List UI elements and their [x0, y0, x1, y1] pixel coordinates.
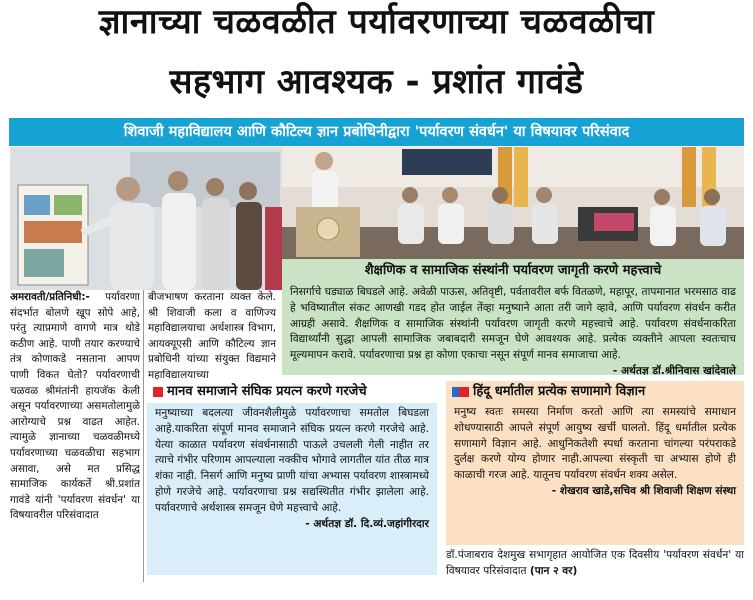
- section-body-science-in-festivals: [446, 403, 744, 502]
- section-body-collective-effort: [147, 403, 437, 535]
- lead-article-text: पर्यावरणा संदर्भात बोलणे खूप सोपे आहे, परंतु त्याप्रमाणे वागणे मात्र थोडे कठीण आहे. पाणी तयार करण्याचे तंत्र कोणाकडे नसताना आपण पाणी विकत घेतो? पर्यावरणाची चळवळ श्रीमंतांनी हायजॅक केली असून पर्यावरणाच्या असमतोलामुळे आरोग्याचे प्रश्न वाढत आहेत. त्यामुळे ज्ञानाच्या चळवळीमध्ये पर्यावरणाच्या चळवळीचा सहभाग असावा, असे मत प्रसिद्ध सामाजिक कार्यकर्ते श्री.प्रशांत गावंडे यांनी 'पर्यावरण संवर्धन' या विषयावरील परिसंवादात: [10, 291, 140, 522]
- continued-on-page-label: (पान २ वर): [529, 564, 578, 577]
- stage-photo: [282, 147, 744, 260]
- red-square-icon: [153, 387, 163, 397]
- section-heading-science-in-festivals: [446, 381, 744, 403]
- signature-khandewale: - अर्थतज्ञ डॉ.श्रीनिवास खांदेवाले: [612, 364, 736, 377]
- section-heading-collective-effort: [147, 381, 437, 403]
- section-science-in-festivals: [446, 381, 744, 545]
- headline-line-2: सहभाग आवश्यक - प्रशांत गावंडे: [169, 62, 584, 102]
- headline-line-1: ज्ञानाच्या चळवळीत पर्यावरणाच्या चळवळीचा: [98, 2, 655, 42]
- lead-article-continuation: बीजभाषण करताना व्यक्त केले. श्री शिवाजी कला व वाणिज्य महाविद्यालयाचा अर्थशास्त्र विभाग, आयक्यूएसी आणि कौटिल्य ज्ञान प्रबोधिनी यांच्या संयुक्त विद्यमाने महाविद्यालयाच्या: [148, 291, 276, 381]
- continuation-note: [446, 548, 744, 584]
- signature-jahagirdar: - अर्थतज्ञ डॉ. दि.व्यं.जहांगीरदार: [305, 517, 429, 530]
- collective-effort-text: मनुष्याच्या बदलत्या जीवनशैलीमुळे पर्यावरणाचा समतोल बिघडला आहे.याकरिता संपूर्ण मानव समाजाने संघिक प्रयत्न करणे गरजेचे आहे. येत्या काळात पर्यावरण संवर्धनासाठी पाऊले उचलली गेली नाहीत तर त्याचे गंभीर परिणाम आपल्याला नक्कीच भोगावे लागतील यांत तीळ मात्र शंका नाही. निसर्ग आणि मनुष्य प्राणी यांचा अभ्यास पर्यावरण शास्त्रामध्ये होणे गरजेचे आहे. पर्यावरणाचा प्रश्न सद्यस्थितीत गंभीर झालेला आहे. पर्यावरणाचे अर्थशास्त्र समजून घेणे महत्त्वाचे आहे.: [155, 407, 429, 514]
- continuation-text: डॉ.पंजाबराव देशमुख सभागृहात आयोजित एक दिवसीय 'पर्यावरण संवर्धन' या विषयावर परिसंवादात: [446, 549, 744, 577]
- signature-khade: - शेखराव खाडे,सचिव श्री शिवाजी शिक्षण संस्था: [551, 484, 736, 497]
- column-divider: [143, 290, 144, 582]
- lead-article-column: [10, 290, 140, 582]
- red-square-icon: [459, 387, 469, 397]
- headline: [0, 2, 753, 102]
- science-text: मनुष्य स्वतः समस्या निर्माण करतो आणि त्या समस्यांचे समाधान शोधण्यासाठी आपले संपूर्ण आयुष्य खर्ची घालतो. हिंदू धर्मातील प्रत्येक सणामागे विज्ञान आहे. आधुनिकतेशी स्पर्धा करताना चांगल्या परंपराकडे दुर्लक्ष करणे योग्य होणार नाही.आपल्या संस्कृती चा अभ्यास होणे ही काळाची गरज आहे. यातूनच पर्यावरण संवर्धन शक्य असेल.: [454, 406, 736, 482]
- exhibition-photo: [10, 147, 282, 290]
- environment-awareness-text: निसर्गाचे घड्याळ बिघडले आहे. अवेळी पाऊस, अतिवृष्टी, पर्वतावरील बर्फ वितळणे, महापूर, तापमानात भरमसाठ वाढ हे भविष्यातील संकट आणखी गडद होत जाईल तेंव्हा मनुष्याने आता तरी जागे व्हावे, आणि पर्यावरण संवर्धन करीत आग्रही असावे. शैक्षणिक व सामाजिक संस्थांनी पर्यावरण जागृती करणे महत्त्वाचे आहे. पर्यावरण संवर्धनाकरिता विद्यार्थ्यांनी सुद्धा आपली सामाजिक जबाबदारी समजून घेणे आवश्यक आहे. प्रत्येक व्यक्तीने आपला स्वतःचाच मूल्यमापन करावे. पर्यावरणाचा प्रश्न हा कोणा एकाचा नसून संपूर्ण मानव समाजाचा आहे.: [290, 286, 736, 362]
- exhibition-photo-drawing: [10, 147, 282, 290]
- section-heading-environment-awareness: शैक्षणिक व सामाजिक संस्थांनी पर्यावरण जागृती करणे महत्त्वाचे: [282, 259, 744, 283]
- section-body-environment-awareness: [282, 283, 744, 375]
- collective-effort-heading-text: मानव समाजाने संघिक प्रयत्न करणे गरजेचे: [167, 384, 367, 399]
- stage-photo-drawing: [282, 147, 744, 260]
- dateline: अमरावती/प्रतिनिधी:-: [10, 291, 90, 303]
- blue-square-icon: [452, 387, 459, 397]
- science-heading-text: हिंदू धर्मातील प्रत्येक सणामागे विज्ञान: [473, 384, 646, 399]
- event-banner: शिवाजी महाविद्यालय आणि कौटिल्य ज्ञान प्रबोधिनीद्वारा 'पर्यावरण संवर्धन' या विषयावर परिसंवाद: [9, 118, 744, 146]
- section-collective-effort: [147, 381, 437, 575]
